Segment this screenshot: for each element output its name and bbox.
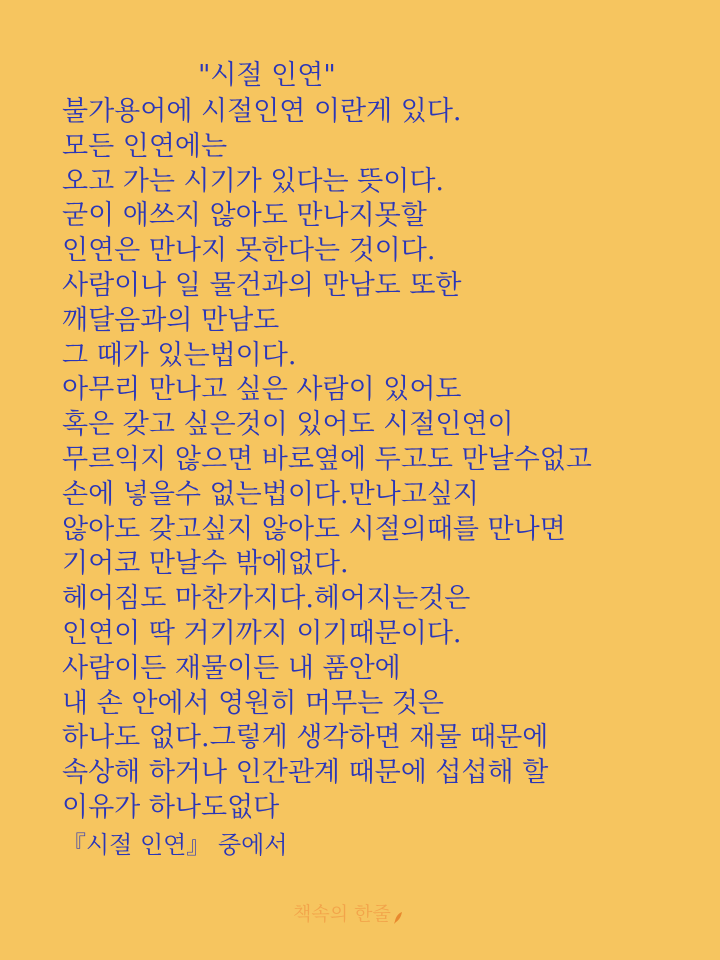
quote-body — [62, 95, 702, 823]
quote-line: 속상해 하거나 인간관계 때문에 섭섭해 할 — [62, 757, 549, 789]
quote-line: 인연이 딱 거기까지 이기때문이다. — [62, 617, 462, 649]
quote-line: 아무리 만나고 싶은 사람이 있어도 — [62, 374, 462, 406]
watermark — [293, 902, 403, 926]
quote-line: 오고 가는 시기가 있다는 뜻이다. — [62, 165, 444, 197]
quote-line: 내 손 안에서 영원히 머무는 것은 — [62, 687, 444, 719]
watermark-text: 책속의 한줄 — [293, 903, 391, 925]
quote-line: 그 때가 있는법이다. — [62, 339, 297, 371]
quote-title: "시절 인연" — [198, 60, 336, 91]
quote-line: 헤어짐도 마찬가지다.헤어지는것은 — [62, 583, 471, 615]
quote-line: 기어코 만날수 밖에없다. — [62, 548, 349, 580]
quote-line: 사람이든 재물이든 내 품안에 — [62, 652, 401, 684]
quote-source: 『시절 인연』 중에서 — [62, 831, 288, 859]
quote-line: 혹은 갖고 싶은것이 있어도 시절인연이 — [62, 409, 514, 441]
quote-line: 하나도 없다.그렇게 생각하면 재물 때문에 — [62, 722, 549, 754]
quote-line: 인연은 만나지 못한다는 것이다. — [62, 235, 436, 267]
quote-line: 모든 인연에는 — [62, 130, 228, 162]
quote-line: 불가용어에 시절인연 이란게 있다. — [62, 96, 462, 127]
quote-line: 손에 넣을수 없는법이다.만나고싶지 — [62, 478, 479, 510]
quote-line: 깨달음과의 만남도 — [62, 304, 280, 336]
quote-line: 무르익지 않으면 바로옆에 두고도 만날수없고 — [62, 443, 592, 475]
quote-line: 사람이나 일 물건과의 만남도 또한 — [62, 269, 462, 301]
quote-line: 이유가 하나도없다 — [62, 791, 280, 823]
quote-line: 않아도 갖고싶지 않아도 시절의때를 만나면 — [62, 513, 566, 545]
quill-icon — [393, 907, 403, 921]
quote-line: 굳이 애쓰지 않아도 만나지못할 — [62, 200, 427, 232]
